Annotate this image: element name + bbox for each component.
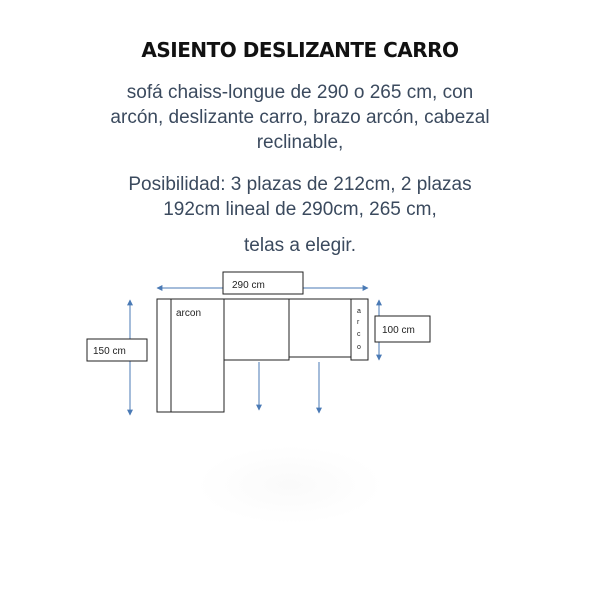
description-line: reclinable, [256,132,344,153]
right-seat [289,299,351,357]
arm-letter: c [357,331,361,338]
description-line: 192cm lineal de 290cm, 265 cm, [163,199,437,220]
page-title: ASIENTO DESLIZANTE CARRO [141,38,459,62]
left-armrest [157,299,171,412]
description-line: telas a elegir. [244,235,356,256]
description-line: Posibilidad: 3 plazas de 212cm, 2 plazas [128,174,472,195]
arm-letter: r [357,319,360,326]
description-line: sofá chaiss-longue de 290 o 265 cm, con [126,82,474,103]
width-label: 290 cm [232,280,265,291]
description-line: arcón, deslizante carro, brazo arcón, cabezal [110,107,490,128]
arm-letter: o [357,344,361,351]
arm-letter: a [357,308,361,315]
seat-depth-label: 100 cm [382,325,415,336]
middle-seat [224,299,289,360]
chaise-depth-label: 150 cm [93,346,126,357]
chaise-storage-label: arcon [176,308,202,319]
